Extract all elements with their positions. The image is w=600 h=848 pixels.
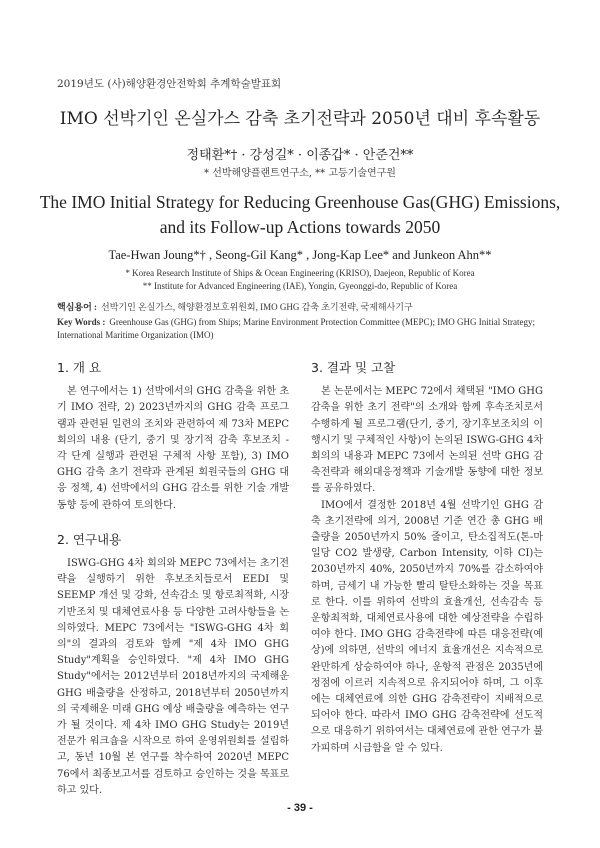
authors-english: Tae-Hwan Joung*† , Seong-Gil Kang* , Jong-Kap Lee* and Junkeon Ahn** <box>108 248 492 262</box>
section-heading-method: 2. 연구내용 <box>57 531 122 547</box>
results-paragraph-1: 본 논문에서는 MEPC 72에서 채택된 "IMO GHG 감축을 위한 초기 전략"의 소개와 함께 후속조치로서 수행하게 될 프로그램(단기, 중기, 장기후보조치의 이행시기 및 구체적인 사항)이 논의된 ISWG-GHG 4차 회의의 내용과 MEPC 73에서 논의된 선박 GHG 감축전략과 해외대응정책과 기술개발 동향에 대한 정보를 공유하였다. <box>311 386 543 495</box>
results-paragraph-2: IMO에서 결정한 2018년 4월 선박기인 GHG 감축 초기전략에 의거, 2008년 기준 연간 총 GHG 배출량을 2050년까지 50% 줄이고, 탄소집적도(톤-마일당 CO2 발생량, Carbon Intensity, 이하 CI)는 2030년까지 40%, 2050년까지 70%를 감소하여야 하며, 금세기 내 가능한 빨리 탈탄소화하는 것을 목표로 한다. 이를 위하여 선박의 효율개선, 선속감속 등 운항최적화, 대체연료사용에 대한 예상전략을 수립하여야 한다. IMO GHG 감축전략에 따른 대응전략(예상)에 의하면, 선박의 에너지 효율개선은 지속적으로 완만하게 상승하여야 하나, 운항적 관점은 2035년에 정점에 이르러 지속적으로 유지되어야 하며, 그 이후에는 대체연료에 의한 GHG 감축전략이 지배적으로 되어야 한다. 따라서 IMO GHG 감축전략에 선도적으로 대응하기 위하여서는 대체연료에 관한 연구가 불가피하며 시급함을 알 수 있다. <box>311 499 543 754</box>
intro-paragraph: 본 연구에서는 1) 선박에서의 GHG 감축을 위한 초기 IMO 전략, 2) 2023년까지의 GHG 감축 프로그램과 관련된 일련의 조치와 관련하여 제 73차 MEPC 회의의 내용 (단기, 중기 및 장기적 감축 후보조치 - 각 단계 실행과 관련된 구체적 사항 포함), 3) IMO GHG 감축 초기 전략과 관계된 회원국들의 GHG 대응 정책, 4) 선박에서의 GHG 감소를 위한 기술 개발 동향 등에 관하여 토의한다. <box>57 386 289 511</box>
keywords-english-label: Key Words : <box>57 317 106 327</box>
affiliation-korean: * 선박해양플랜트연구소, ** 고등기술연구원 <box>204 168 396 179</box>
keywords-korean-label: 핵심용어 : <box>57 302 98 312</box>
title-korean: IMO 선박기인 온실가스 감축 초기전략과 2050년 대비 후속활동 <box>59 109 541 129</box>
page-number: - 39 - <box>287 802 313 814</box>
affiliation-english-1: * Korea Research Institute of Ships & Ocean Engineering (KRISO), Daejeon, Republic of Korea <box>125 268 475 278</box>
keywords-english <box>57 316 557 342</box>
method-paragraph: ISWG-GHG 4차 회의와 MEPC 73에서는 초기전략을 실행하기 위한 후보조치들로서 EEDI 및 SEEMP 개선 및 강화, 선속감소 및 항로최적화, 시장기반조치 및 대체연료사용 등 다양한 고려사항들을 논의하였다. MEPC 73에서는 "ISWG-GHG 4차 회의"의 결과의 검토와 함께 "제 4차 IMO GHG Study"계획을 승인하였다. "제 4차 IMO GHG Study"에서는 2012년부터 2018년까지의 국제해운 GHG 배출량을 산정하고, 2018년부터 2050년까지의 국제해운 미래 GHG 예상 배출량을 예측하는 연구가 될 것이다. 제 4차 IMO GHG Study는 2019년 전문가 워크숍을 시작으로 하여 운영위원회를 설립하고, 동년 10월 본 연구를 착수하여 2020년 MEPC 76에서 최종보고서를 검토하고 승인하는 것을 목표로 하고 있다. <box>57 558 289 796</box>
keywords-korean-text: 선박기인 온실가스, 해양환경보호위원회, IMO GHG 감축 초기전략, 국제해사기구 <box>101 302 413 312</box>
keywords-english-text: Greenhouse Gas (GHG) from Ships; Marine Environment Protection Committee (MEPC); IMO GHG Initial Strategy; International Maritime Organization (IMO) <box>57 317 536 340</box>
keywords-korean <box>57 301 557 314</box>
left-column <box>57 360 289 799</box>
title-english-line-1: The IMO Initial Strategy for Reducing Greenhouse Gas(GHG) Emissions, <box>39 192 561 212</box>
section-heading-intro: 1. 개 요 <box>57 360 102 375</box>
section-heading-results: 3. 결과 및 고찰 <box>311 360 396 375</box>
affiliation-english-2: ** Institute for Advanced Engineering (IAE), Yongin, Gyeonggi-do, Republic of Korea <box>142 281 458 291</box>
conference-header: 2019년도 (사)해양환경안전학회 추계학술발표회 <box>57 78 282 90</box>
title-english <box>30 190 570 240</box>
title-english-line-2: and its Follow-up Actions towards 2050 <box>159 217 441 237</box>
right-column <box>311 360 543 757</box>
authors-korean: 정태환*† · 강성길* · 이종갑* · 안준건** <box>186 148 414 163</box>
